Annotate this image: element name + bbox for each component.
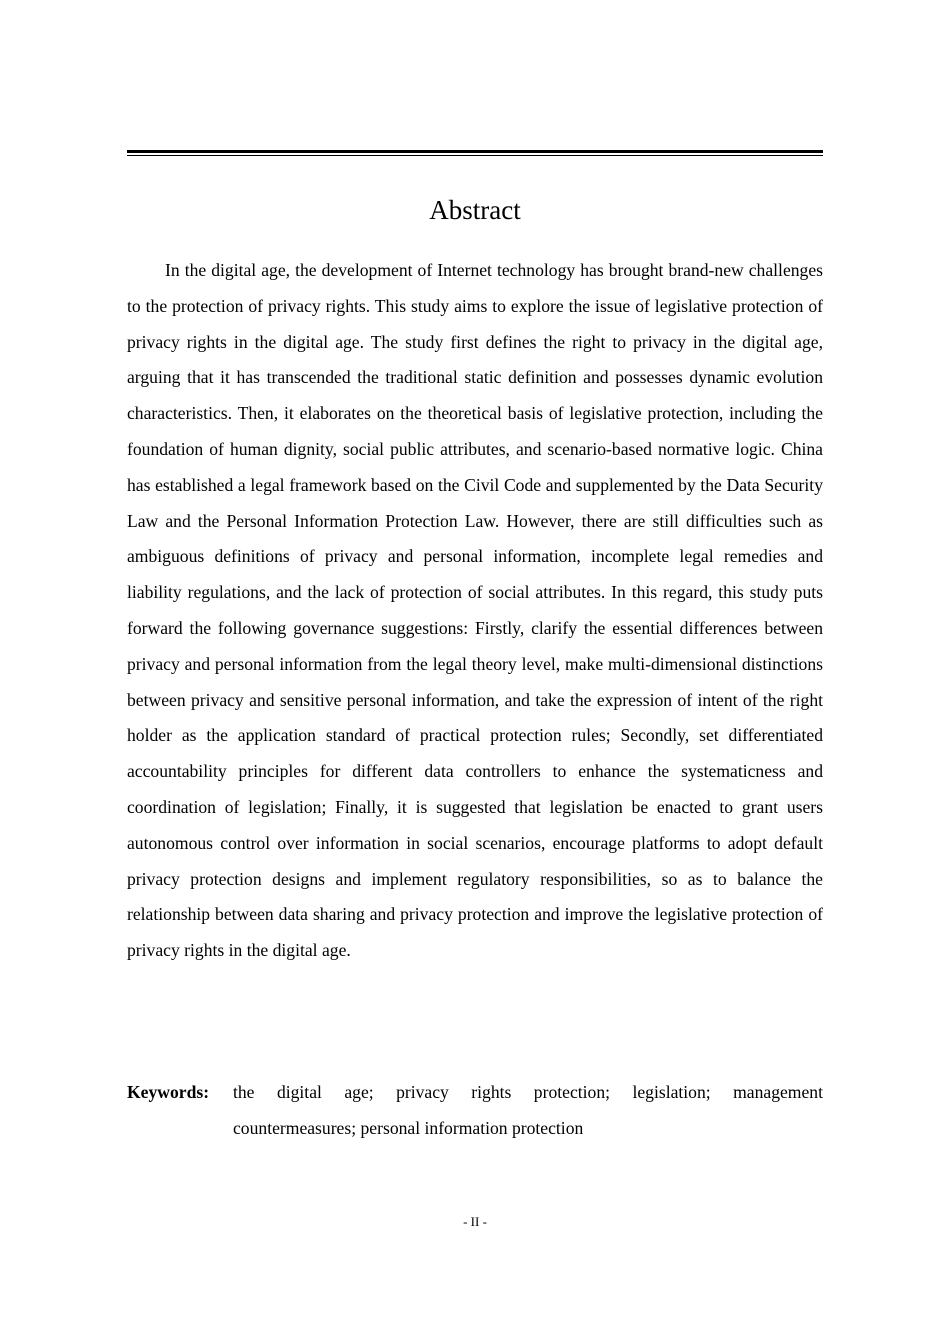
keywords-label: Keywords: (127, 1082, 210, 1102)
header-rule-thin (127, 155, 823, 156)
keywords-section (127, 1075, 823, 1146)
page-title: Abstract (429, 195, 521, 225)
keywords-text: the digital age; privacy rights protection; legislation; management countermeasures; personal information protection (233, 1082, 823, 1138)
abstract-paragraph: In the digital age, the development of Internet technology has brought brand-new challenges to the protection of privacy rights. This study aims to explore the issue of legislative protection of privacy rights in the digital age. The study first defines the right to privacy in the digital age, arguing that it has transcended the traditional static definition and possesses dynamic evolution characteristics. Then, it elaborates on the theoretical basis of legislative protection, including the foundation of human dignity, social public attributes, and scenario-based normative logic. China has established a legal framework based on the Civil Code and supplemented by the Data Security Law and the Personal Information Protection Law. However, there are still difficulties such as ambiguous definitions of privacy and personal information, incomplete legal remedies and liability regulations, and the lack of protection of social attributes. In this regard, this study puts forward the following governance suggestions: Firstly, clarify the essential differences between privacy and personal information from the legal theory level, make multi-dimensional distinctions between privacy and sensitive personal information, and take the expression of intent of the right holder as the application standard of practical protection rules; Secondly, set differentiated accountability principles for different data controllers to enhance the systematicness and coordination of legislation; Finally, it is suggested that legislation be enacted to grant users autonomous control over information in social scenarios, encourage platforms to adopt default privacy protection designs and implement regulatory responsibilities, so as to balance the relationship between data sharing and privacy protection and improve the legislative protection of privacy rights in the digital age. (127, 260, 823, 961)
page-number: - II - (463, 1214, 487, 1229)
header-rule-thick (127, 150, 823, 153)
